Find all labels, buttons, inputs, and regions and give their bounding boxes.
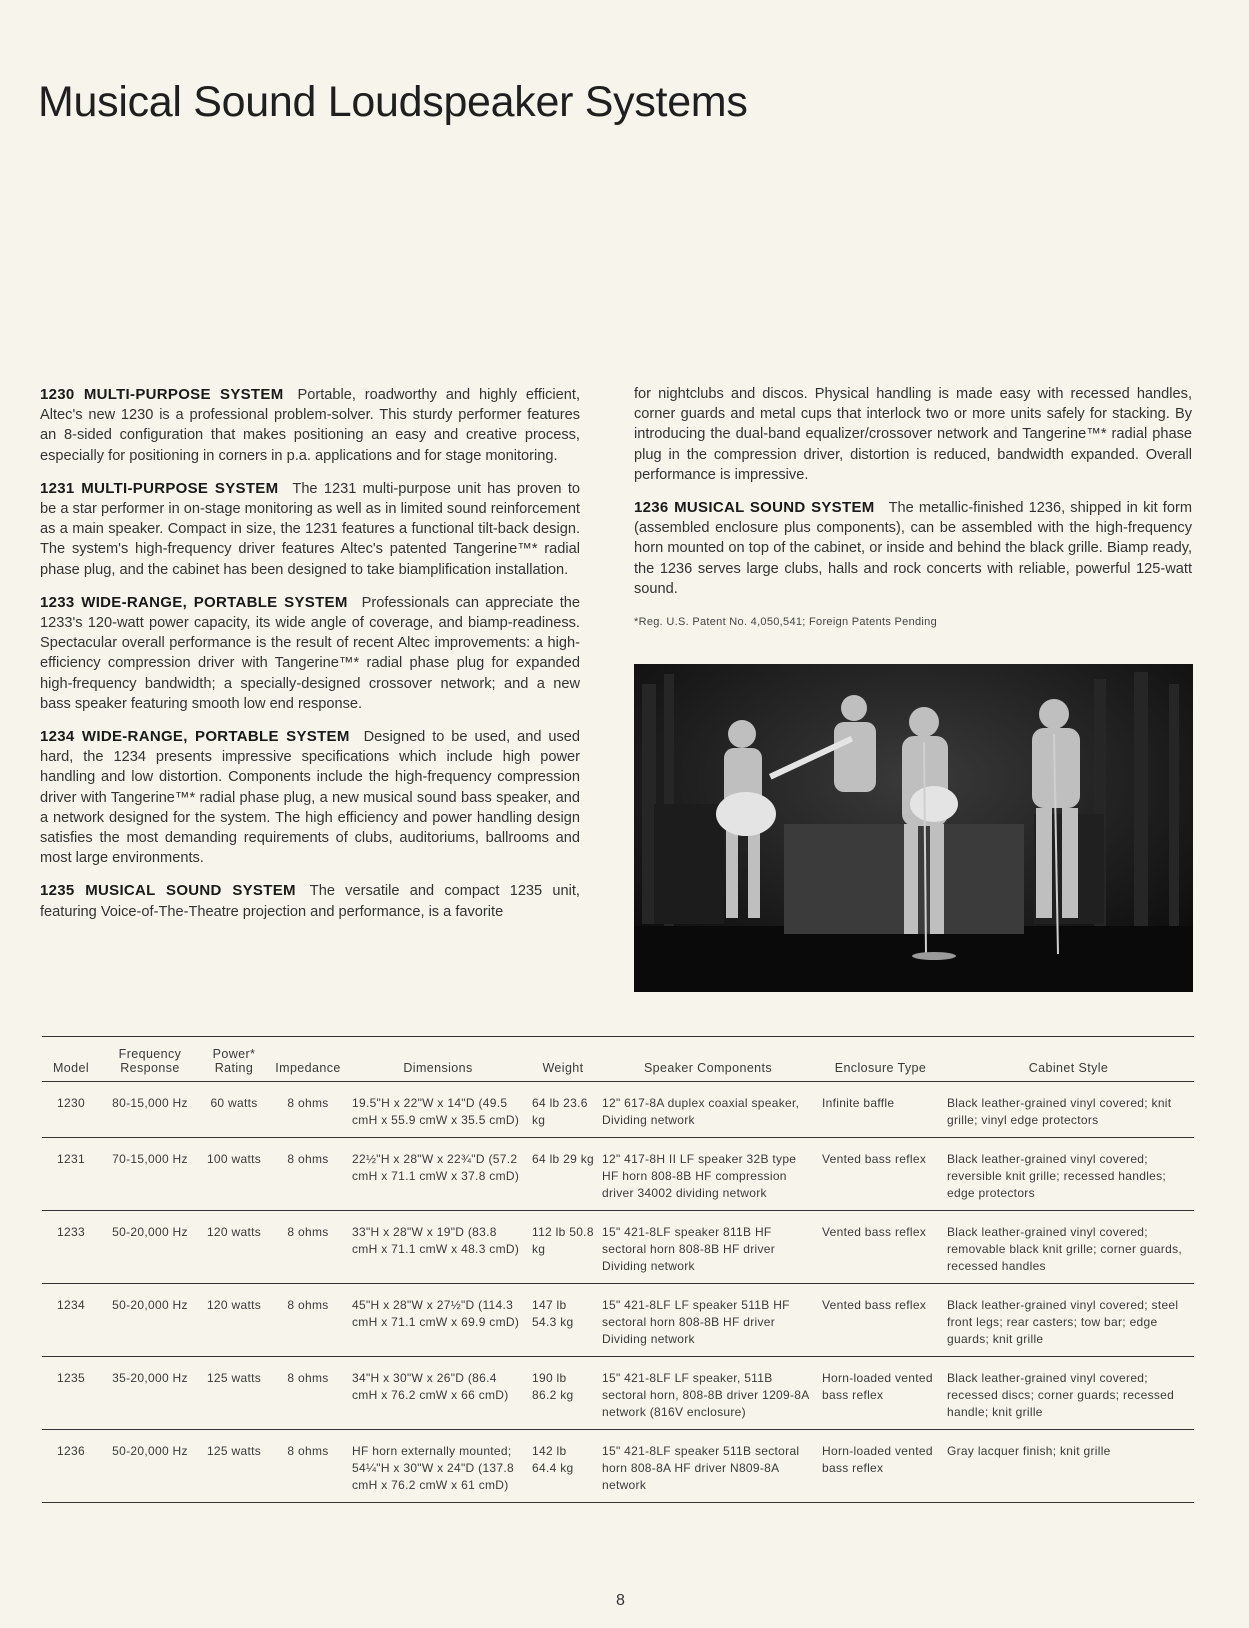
- table-header-row: [42, 1037, 1194, 1082]
- column-header: Speaker Components: [643, 1061, 773, 1075]
- cell-power: 100 watts: [206, 1152, 262, 1166]
- cell-weight: 64 lb 23.6 kg: [532, 1096, 588, 1127]
- cell-enclosure: Vented bass reflex: [822, 1225, 927, 1239]
- cell-weight: 142 lb 64.4 kg: [532, 1444, 574, 1475]
- cell-weight: 147 lb 54.3 kg: [532, 1298, 574, 1329]
- table-row: [42, 1138, 1194, 1211]
- table-row: [42, 1284, 1194, 1357]
- table-row: [42, 1211, 1194, 1284]
- paragraph-heading: 1230 MULTI-PURPOSE SYSTEM: [40, 386, 284, 403]
- cell-weight: 64 lb 29 kg: [532, 1152, 595, 1166]
- system-paragraph: [40, 385, 580, 466]
- cell-model: 1234: [57, 1298, 85, 1312]
- cell-enclosure: Horn-loaded vented bass reflex: [822, 1444, 933, 1475]
- cell-impedance: 8 ohms: [287, 1298, 329, 1312]
- paragraph-text: for nightclubs and discos. Physical handling is made easy with recessed handles, corner guards and metal cups that interlock two or more units safely for stacking. By introducing the dual-band equalizer/crossover network and Tangerine™* radial phase plug in the compression driver, distortion is reduced, bandwidth expanded. Overall performance is impressive.: [634, 386, 1192, 483]
- cell-frequency: 50-20,000 Hz: [112, 1298, 188, 1312]
- cell-components: 12" 417-8H II LF speaker 32B type HF horn 808-8B HF compression driver 34002 dividing network: [602, 1152, 797, 1200]
- cell-cabinet: Black leather-grained vinyl covered; removable black knit grille; corner guards, recessed handles: [947, 1225, 1182, 1273]
- cell-cabinet: Gray lacquer finish; knit grille: [947, 1444, 1111, 1458]
- text-column-left: [40, 385, 580, 935]
- system-paragraph: [40, 881, 580, 921]
- cell-cabinet: Black leather-grained vinyl covered; reversible knit grille; recessed handles; edge protectors: [947, 1152, 1167, 1200]
- cell-frequency: 70-15,000 Hz: [112, 1152, 188, 1166]
- paragraph-heading: 1233 WIDE-RANGE, PORTABLE SYSTEM: [40, 593, 348, 611]
- column-header: Dimensions: [403, 1061, 473, 1075]
- table-row: [42, 1430, 1194, 1503]
- paragraph-text: Portable, roadworthy and highly efficient, Altec's new 1230 is a professional problem-solver. This sturdy performer features an 8-sided configuration that makes positioning an easy and creative process, especially for positioning in corners in p.a. applications and for stage monitoring.: [40, 387, 581, 464]
- cell-enclosure: Horn-loaded vented bass reflex: [822, 1371, 933, 1402]
- cell-impedance: 8 ohms: [287, 1444, 329, 1458]
- cell-impedance: 8 ohms: [287, 1225, 329, 1239]
- column-header: Power* Rating: [212, 1047, 256, 1075]
- cell-impedance: 8 ohms: [287, 1096, 329, 1110]
- column-header: Impedance: [275, 1061, 341, 1075]
- system-paragraph: [40, 727, 580, 868]
- system-paragraph: [40, 593, 580, 714]
- paragraph-heading: 1231 MULTI-PURPOSE SYSTEM: [40, 479, 279, 497]
- column-header: Cabinet Style: [1028, 1061, 1109, 1075]
- cell-dimensions: 45"H x 28"W x 27½"D (114.3 cmH x 71.1 cmW x 69.9 cmD): [352, 1298, 520, 1329]
- cell-impedance: 8 ohms: [287, 1371, 329, 1385]
- cell-components: 15" 421-8LF LF speaker, 511B sectoral horn, 808-8B driver 1209-8A network (816V enclosure): [602, 1371, 809, 1419]
- cell-components: 15" 421-8LF speaker 811B HF sectoral horn 808-8B HF driver Dividing network: [602, 1225, 776, 1273]
- system-paragraph: [40, 479, 580, 580]
- paragraph-heading: 1236 MUSICAL SOUND SYSTEM: [634, 499, 875, 517]
- band-stage-photo: [634, 664, 1193, 992]
- cell-power: 125 watts: [206, 1444, 262, 1458]
- cell-enclosure: Vented bass reflex: [822, 1152, 927, 1166]
- paragraph-heading: 1235 MUSICAL SOUND SYSTEM: [40, 882, 296, 900]
- cell-dimensions: 33"H x 28"W x 19"D (83.8 cmH x 71.1 cmW x 48.3 cmD): [352, 1225, 520, 1256]
- cell-weight: 190 lb 86.2 kg: [532, 1371, 574, 1402]
- patent-footnote: *Reg. U.S. Patent No. 4,050,541; Foreign Patents Pending: [634, 616, 937, 629]
- cell-model: 1230: [57, 1096, 85, 1110]
- column-header: Enclosure Type: [834, 1061, 927, 1075]
- cell-enclosure: Vented bass reflex: [822, 1298, 927, 1312]
- cell-frequency: 50-20,000 Hz: [112, 1444, 188, 1458]
- cell-weight: 112 lb 50.8 kg: [532, 1225, 594, 1256]
- table-row: [42, 1357, 1194, 1430]
- cell-model: 1233: [57, 1225, 85, 1239]
- cell-model: 1231: [57, 1152, 85, 1166]
- column-header: Weight: [542, 1061, 584, 1075]
- page-number: 8: [616, 1592, 625, 1609]
- cell-impedance: 8 ohms: [287, 1152, 329, 1166]
- cell-components: 12" 617-8A duplex coaxial speaker, Dividing network: [602, 1096, 800, 1127]
- cell-model: 1236: [57, 1444, 85, 1458]
- paragraph-text: The 1231 multi-purpose unit has proven to be a star performer in on-stage monitoring as well as in limited sound reinforcement as a main speaker. Compact in size, the 1231 features a functional tilt-back design. The system's high-frequency driver features Altec's patented Tangerine™* radial phase plug, and the cabinet has been designed to take biamplification installation.: [40, 480, 581, 578]
- cell-power: 120 watts: [206, 1225, 262, 1239]
- paragraph-text: The metallic-finished 1236, shipped in kit form (assembled enclosure plus components), can be assembled with the high-frequency horn mounted on top of the cabinet, or inside and behind the black grille. Biamp ready, the 1236 serves large clubs, halls and rock concerts with reliable, powerful 125-watt sound.: [634, 500, 1192, 597]
- cell-frequency: 35-20,000 Hz: [112, 1371, 188, 1385]
- paragraph-text: Designed to be used, and used hard, the 1234 presents impressive specifications which include high power handling and low distortion. Components include the high-frequency compression driver with Tangerine™* radial phase plug, a new musical sound bass speaker, and a network designed for the system. The high efficiency and power handling design satisfies the most demanding requirements of clubs, auditoriums, ballrooms and most large environments.: [40, 729, 580, 867]
- cell-power: 120 watts: [206, 1298, 262, 1312]
- column-header: Frequency Response: [118, 1047, 182, 1075]
- cell-components: 15" 421-8LF speaker 511B sectoral horn 808-8A HF driver N809-8A network: [602, 1444, 800, 1492]
- cell-frequency: 50-20,000 Hz: [112, 1225, 188, 1239]
- table-row: [42, 1082, 1194, 1138]
- system-paragraph: [634, 498, 1192, 599]
- cell-cabinet: Black leather-grained vinyl covered; recessed discs; corner guards; recessed handle; knit grille: [947, 1371, 1175, 1419]
- column-header: Model: [52, 1061, 90, 1075]
- cell-dimensions: 19.5"H x 22"W x 14"D (49.5 cmH x 55.9 cmW x 35.5 cmD): [352, 1096, 520, 1127]
- text-column-right: [634, 384, 1192, 632]
- paragraph-text: Professionals can appreciate the 1233's 120-watt power capacity, its wide angle of coverage, and biamp-readiness. Spectacular overall performance is the result of recent Altec improvements: a high-efficiency compression driver with Tangerine™* radial phase plug for expanded high-frequency bandwidth; a specially-designed crossover network; and a new bass speaker featuring smooth low end response.: [40, 594, 580, 712]
- band-photo-illustration: [634, 664, 1193, 992]
- paragraph-text: The versatile and compact 1235 unit, featuring Voice-of-The-Theatre projection and performance, is a favorite: [40, 883, 580, 920]
- specifications-table: [42, 1036, 1194, 1503]
- cell-dimensions: 22½"H x 28"W x 22¾"D (57.2 cmH x 71.1 cmW x 37.8 cmD): [352, 1152, 520, 1183]
- page-title: Musical Sound Loudspeaker Systems: [38, 78, 748, 126]
- paragraph-heading: 1234 WIDE-RANGE, PORTABLE SYSTEM: [40, 728, 350, 746]
- cell-frequency: 80-15,000 Hz: [112, 1096, 188, 1110]
- cell-model: 1235: [57, 1371, 85, 1385]
- cell-dimensions: HF horn externally mounted; 54¼"H x 30"W x 24"D (137.8 cmH x 76.2 cmW x 61 cmD): [352, 1444, 514, 1492]
- system-paragraph: [634, 384, 1192, 485]
- cell-cabinet: Black leather-grained vinyl covered; knit grille; vinyl edge protectors: [947, 1096, 1172, 1127]
- cell-power: 125 watts: [206, 1371, 262, 1385]
- cell-components: 15" 421-8LF LF speaker 511B HF sectoral horn 808-8B HF driver Dividing network: [602, 1298, 790, 1346]
- cell-power: 60 watts: [210, 1096, 258, 1110]
- cell-cabinet: Black leather-grained vinyl covered; steel front legs; rear casters; tow bar; edge guards; knit grille: [947, 1298, 1179, 1346]
- cell-dimensions: 34"H x 30"W x 26"D (86.4 cmH x 76.2 cmW x 66 cmD): [352, 1371, 509, 1402]
- cell-enclosure: Infinite baffle: [822, 1096, 895, 1110]
